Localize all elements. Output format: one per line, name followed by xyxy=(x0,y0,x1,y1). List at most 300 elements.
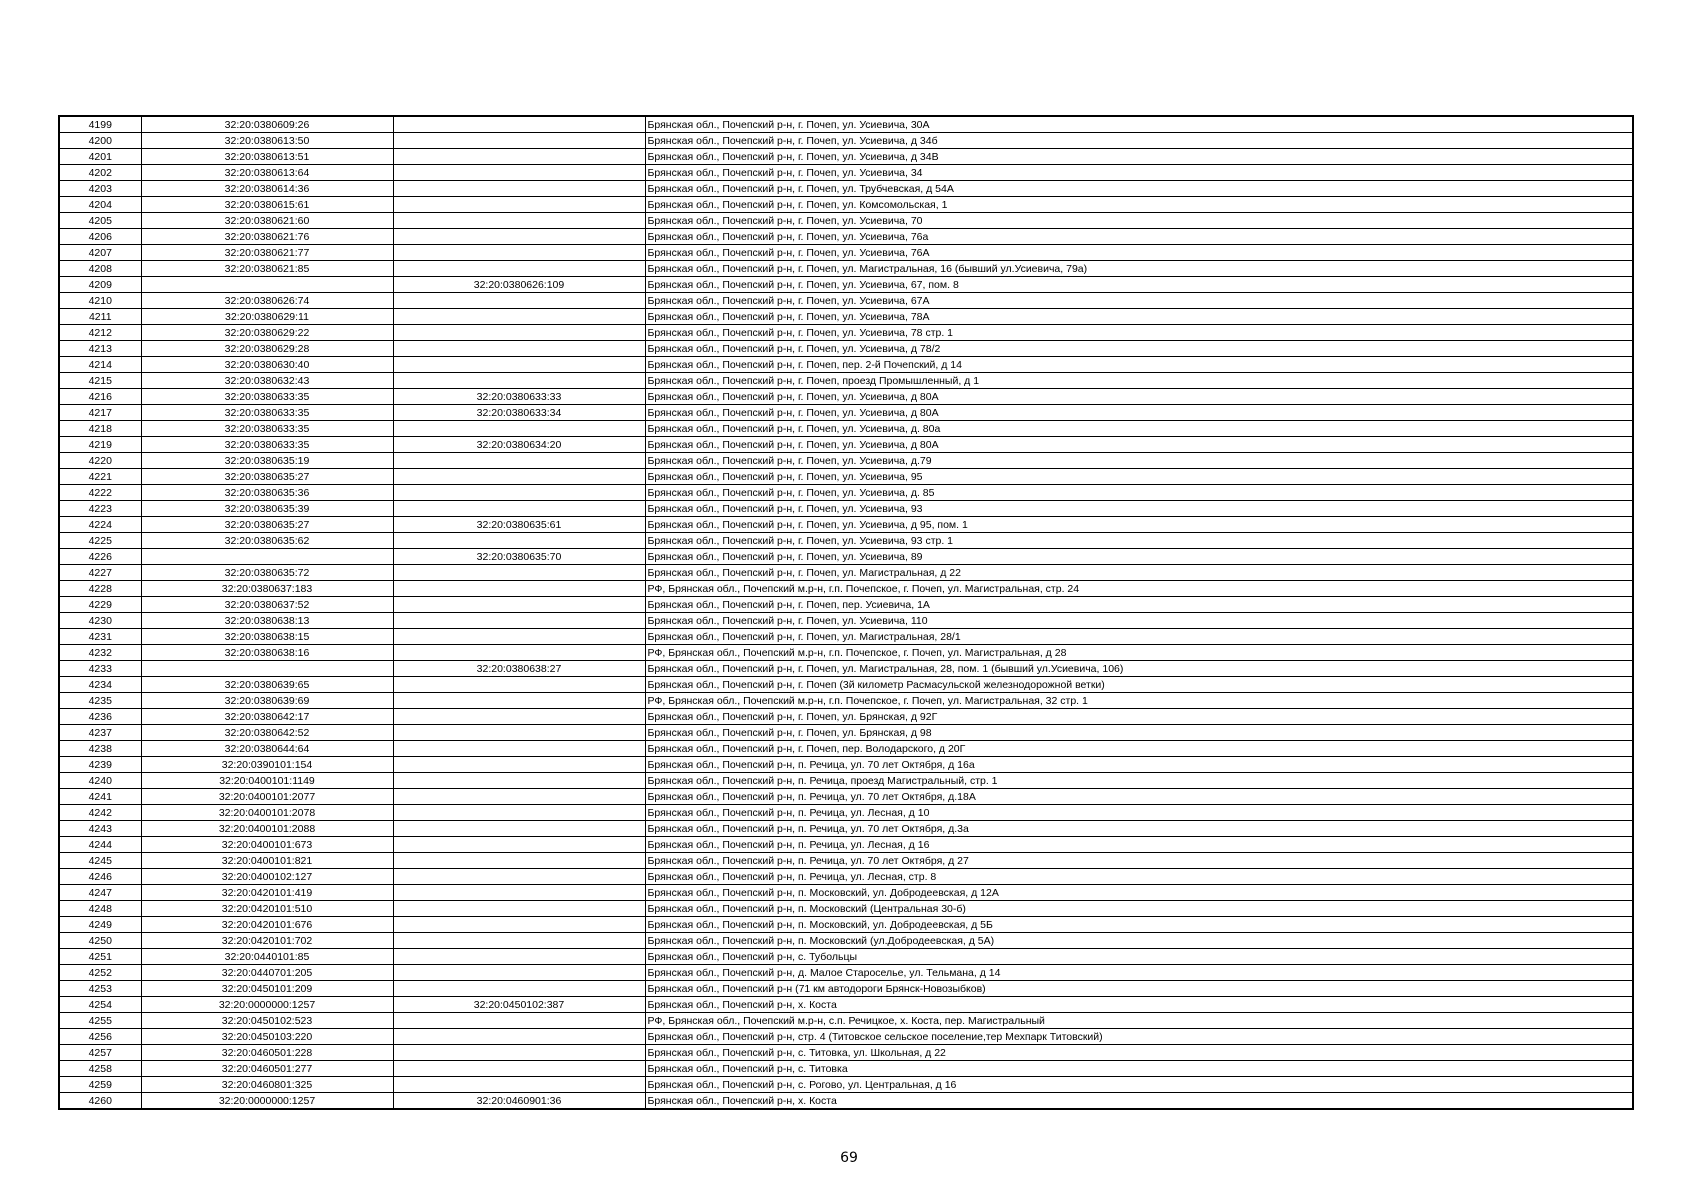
cadastral-number-cell: 32:20:0380638:13 xyxy=(141,613,393,629)
address-cell: Брянская обл., Почепский р-н, г. Почеп, ул. Усиевича, 30А xyxy=(645,116,1633,133)
address-cell: Брянская обл., Почепский р-н, г. Почеп, ул. Усиевича, д 95, пом. 1 xyxy=(645,517,1633,533)
row-number-cell: 4200 xyxy=(59,133,141,149)
table-row xyxy=(59,149,1633,165)
row-number-cell: 4226 xyxy=(59,549,141,565)
cadastral-number-cell: 32:20:0420101:510 xyxy=(141,901,393,917)
address-cell: Брянская обл., Почепский р-н, г. Почеп, ул. Магистральная, 28, пом. 1 (бывший ул.Усиевича, 106) xyxy=(645,661,1633,677)
row-number-cell: 4239 xyxy=(59,757,141,773)
row-number-cell: 4234 xyxy=(59,677,141,693)
table-row xyxy=(59,437,1633,453)
row-number-cell: 4210 xyxy=(59,293,141,309)
cadastral-number-cell: 32:20:0460501:277 xyxy=(141,1061,393,1077)
row-number-cell: 4237 xyxy=(59,725,141,741)
row-number-cell: 4250 xyxy=(59,933,141,949)
address-cell: Брянская обл., Почепский р-н, г. Почеп, ул. Усиевича, 76а xyxy=(645,229,1633,245)
cadastral-number-cell: 32:20:0380621:77 xyxy=(141,245,393,261)
related-cadastral-number-cell: 32:20:0380633:34 xyxy=(393,405,645,421)
cadastral-number-cell: 32:20:0380644:64 xyxy=(141,741,393,757)
table-row xyxy=(59,997,1633,1013)
table-row xyxy=(59,1013,1633,1029)
related-cadastral-number-cell xyxy=(393,501,645,517)
address-cell: Брянская обл., Почепский р-н, с. Тубольцы xyxy=(645,949,1633,965)
table-row xyxy=(59,1029,1633,1045)
address-cell: РФ, Брянская обл., Почепский м.р-н, с.п. Речицкое, х. Коста, пер. Магистральный xyxy=(645,1013,1633,1029)
address-cell: Брянская обл., Почепский р-н, г. Почеп, ул. Магистральная, д 22 xyxy=(645,565,1633,581)
related-cadastral-number-cell xyxy=(393,885,645,901)
cadastral-number-cell: 32:20:0390101:154 xyxy=(141,757,393,773)
row-number-cell: 4223 xyxy=(59,501,141,517)
row-number-cell: 4205 xyxy=(59,213,141,229)
related-cadastral-number-cell xyxy=(393,309,645,325)
registry-table-container xyxy=(58,115,1632,1122)
related-cadastral-number-cell: 32:20:0380626:109 xyxy=(393,277,645,293)
cadastral-number-cell: 32:20:0460801:325 xyxy=(141,1077,393,1093)
cadastral-number-cell: 32:20:0000000:1257 xyxy=(141,1093,393,1110)
cadastral-number-cell: 32:20:0380629:28 xyxy=(141,341,393,357)
row-number-cell: 4253 xyxy=(59,981,141,997)
address-cell: Брянская обл., Почепский р-н, д. Малое Староселье, ул. Тельмана, д 14 xyxy=(645,965,1633,981)
related-cadastral-number-cell xyxy=(393,565,645,581)
related-cadastral-number-cell xyxy=(393,149,645,165)
address-cell: Брянская обл., Почепский р-н, г. Почеп, ул. Усиевича, д 34В xyxy=(645,149,1633,165)
cadastral-number-cell: 32:20:0400101:2088 xyxy=(141,821,393,837)
address-cell: Брянская обл., Почепский р-н, стр. 4 (Титовское сельское поселение,тер Мехпарк Титовский) xyxy=(645,1029,1633,1045)
cadastral-number-cell: 32:20:0400101:673 xyxy=(141,837,393,853)
address-cell: Брянская обл., Почепский р-н, г. Почеп, ул. Усиевича, 93 xyxy=(645,501,1633,517)
address-cell: Брянская обл., Почепский р-н, п. Московский (Центральная 30-б) xyxy=(645,901,1633,917)
address-cell: Брянская обл., Почепский р-н, п. Речица, ул. 70 лет Октября, д.18А xyxy=(645,789,1633,805)
row-number-cell: 4258 xyxy=(59,1061,141,1077)
row-number-cell: 4254 xyxy=(59,997,141,1013)
row-number-cell: 4214 xyxy=(59,357,141,373)
cadastral-number-cell: 32:20:0380633:35 xyxy=(141,437,393,453)
cadastral-number-cell xyxy=(141,549,393,565)
registry-table-body xyxy=(59,116,1633,1109)
row-number-cell: 4242 xyxy=(59,805,141,821)
row-number-cell: 4221 xyxy=(59,469,141,485)
related-cadastral-number-cell xyxy=(393,789,645,805)
cadastral-number-cell: 32:20:0380635:62 xyxy=(141,533,393,549)
related-cadastral-number-cell xyxy=(393,181,645,197)
related-cadastral-number-cell xyxy=(393,805,645,821)
row-number-cell: 4211 xyxy=(59,309,141,325)
table-row xyxy=(59,773,1633,789)
cadastral-number-cell xyxy=(141,661,393,677)
related-cadastral-number-cell xyxy=(393,613,645,629)
address-cell: РФ, Брянская обл., Почепский м.р-н, г.п. Почепское, г. Почеп, ул. Магистральная, стр. 24 xyxy=(645,581,1633,597)
address-cell: Брянская обл., Почепский р-н, г. Почеп, ул. Брянская, д 92Г xyxy=(645,709,1633,725)
address-cell: Брянская обл., Почепский р-н, г. Почеп, ул. Усиевича, д 78/2 xyxy=(645,341,1633,357)
page-number: 69 xyxy=(840,1150,858,1166)
related-cadastral-number-cell xyxy=(393,709,645,725)
table-row xyxy=(59,581,1633,597)
cadastral-number-cell: 32:20:0380621:76 xyxy=(141,229,393,245)
row-number-cell: 4244 xyxy=(59,837,141,853)
address-cell: Брянская обл., Почепский р-н, г. Почеп, ул. Усиевича, д. 80а xyxy=(645,421,1633,437)
row-number-cell: 4236 xyxy=(59,709,141,725)
row-number-cell: 4199 xyxy=(59,116,141,133)
row-number-cell: 4257 xyxy=(59,1045,141,1061)
related-cadastral-number-cell xyxy=(393,453,645,469)
table-row xyxy=(59,1061,1633,1077)
table-row xyxy=(59,245,1633,261)
address-cell: Брянская обл., Почепский р-н, с. Рогово, ул. Центральная, д 16 xyxy=(645,1077,1633,1093)
table-row xyxy=(59,197,1633,213)
table-row xyxy=(59,213,1633,229)
cadastral-number-cell: 32:20:0380635:27 xyxy=(141,517,393,533)
related-cadastral-number-cell xyxy=(393,1029,645,1045)
address-cell: Брянская обл., Почепский р-н, г. Почеп, проезд Промышленный, д 1 xyxy=(645,373,1633,389)
table-row xyxy=(59,421,1633,437)
address-cell: Брянская обл., Почепский р-н, п. Речица, ул. Лесная, стр. 8 xyxy=(645,869,1633,885)
row-number-cell: 4217 xyxy=(59,405,141,421)
related-cadastral-number-cell xyxy=(393,965,645,981)
cadastral-number-cell: 32:20:0380633:35 xyxy=(141,389,393,405)
table-row xyxy=(59,565,1633,581)
address-cell: Брянская обл., Почепский р-н, п. Московский, ул. Добродеевская, д 12А xyxy=(645,885,1633,901)
related-cadastral-number-cell xyxy=(393,837,645,853)
table-row xyxy=(59,1093,1633,1110)
row-number-cell: 4204 xyxy=(59,197,141,213)
cadastral-number-cell: 32:20:0450101:209 xyxy=(141,981,393,997)
related-cadastral-number-cell xyxy=(393,869,645,885)
related-cadastral-number-cell xyxy=(393,1045,645,1061)
row-number-cell: 4251 xyxy=(59,949,141,965)
table-row xyxy=(59,757,1633,773)
row-number-cell: 4209 xyxy=(59,277,141,293)
address-cell: Брянская обл., Почепский р-н, г. Почеп, пер. Володарского, д 20Г xyxy=(645,741,1633,757)
table-row xyxy=(59,725,1633,741)
cadastral-number-cell: 32:20:0380633:35 xyxy=(141,405,393,421)
row-number-cell: 4249 xyxy=(59,917,141,933)
address-cell: Брянская обл., Почепский р-н, г. Почеп, ул. Усиевича, 34 xyxy=(645,165,1633,181)
row-number-cell: 4216 xyxy=(59,389,141,405)
cadastral-number-cell: 32:20:0380632:43 xyxy=(141,373,393,389)
row-number-cell: 4231 xyxy=(59,629,141,645)
row-number-cell: 4222 xyxy=(59,485,141,501)
address-cell: Брянская обл., Почепский р-н, г. Почеп, ул. Усиевича, 67, пом. 8 xyxy=(645,277,1633,293)
row-number-cell: 4246 xyxy=(59,869,141,885)
table-row xyxy=(59,629,1633,645)
table-row xyxy=(59,821,1633,837)
cadastral-number-cell: 32:20:0450103:220 xyxy=(141,1029,393,1045)
table-row xyxy=(59,549,1633,565)
cadastral-number-cell: 32:20:0380626:74 xyxy=(141,293,393,309)
table-row xyxy=(59,341,1633,357)
cadastral-number-cell: 32:20:0420101:419 xyxy=(141,885,393,901)
address-cell: Брянская обл., Почепский р-н (71 км автодороги Брянск-Новозыбков) xyxy=(645,981,1633,997)
related-cadastral-number-cell xyxy=(393,645,645,661)
table-row xyxy=(59,837,1633,853)
table-row xyxy=(59,693,1633,709)
cadastral-number-cell: 32:20:0440701:205 xyxy=(141,965,393,981)
cadastral-number-cell: 32:20:0380635:72 xyxy=(141,565,393,581)
cadastral-number-cell: 32:20:0450102:523 xyxy=(141,1013,393,1029)
table-row xyxy=(59,981,1633,997)
related-cadastral-number-cell xyxy=(393,197,645,213)
cadastral-number-cell: 32:20:0380639:65 xyxy=(141,677,393,693)
table-row xyxy=(59,325,1633,341)
cadastral-number-cell: 32:20:0420101:676 xyxy=(141,917,393,933)
address-cell: Брянская обл., Почепский р-н, г. Почеп, пер. 2-й Почепский, д 14 xyxy=(645,357,1633,373)
cadastral-number-cell: 32:20:0400101:1149 xyxy=(141,773,393,789)
row-number-cell: 4220 xyxy=(59,453,141,469)
related-cadastral-number-cell xyxy=(393,533,645,549)
address-cell: Брянская обл., Почепский р-н, х. Коста xyxy=(645,1093,1633,1110)
related-cadastral-number-cell xyxy=(393,485,645,501)
address-cell: Брянская обл., Почепский р-н, г. Почеп, ул. Усиевича, 76А xyxy=(645,245,1633,261)
related-cadastral-number-cell xyxy=(393,933,645,949)
related-cadastral-number-cell xyxy=(393,325,645,341)
table-row xyxy=(59,133,1633,149)
table-row xyxy=(59,677,1633,693)
cadastral-number-cell: 32:20:0380637:52 xyxy=(141,597,393,613)
address-cell: Брянская обл., Почепский р-н, г. Почеп, ул. Усиевича, д 80А xyxy=(645,405,1633,421)
related-cadastral-number-cell xyxy=(393,261,645,277)
row-number-cell: 4206 xyxy=(59,229,141,245)
cadastral-number-cell: 32:20:0000000:1257 xyxy=(141,997,393,1013)
cadastral-number-cell: 32:20:0380635:39 xyxy=(141,501,393,517)
related-cadastral-number-cell xyxy=(393,116,645,133)
row-number-cell: 4219 xyxy=(59,437,141,453)
table-row xyxy=(59,661,1633,677)
table-row xyxy=(59,901,1633,917)
row-number-cell: 4218 xyxy=(59,421,141,437)
table-row xyxy=(59,597,1633,613)
cadastral-number-cell: 32:20:0380633:35 xyxy=(141,421,393,437)
row-number-cell: 4255 xyxy=(59,1013,141,1029)
related-cadastral-number-cell xyxy=(393,293,645,309)
table-row xyxy=(59,261,1633,277)
address-cell: Брянская обл., Почепский р-н, г. Почеп, ул. Усиевича, д 34б xyxy=(645,133,1633,149)
table-row xyxy=(59,533,1633,549)
table-row xyxy=(59,165,1633,181)
address-cell: Брянская обл., Почепский р-н, г. Почеп, пер. Усиевича, 1А xyxy=(645,597,1633,613)
table-row xyxy=(59,853,1633,869)
row-number-cell: 4212 xyxy=(59,325,141,341)
address-cell: Брянская обл., Почепский р-н, п. Речица, ул. 70 лет Октября, д 16а xyxy=(645,757,1633,773)
cadastral-number-cell: 32:20:0400102:127 xyxy=(141,869,393,885)
cadastral-number-cell: 32:20:0380609:26 xyxy=(141,116,393,133)
cadastral-number-cell: 32:20:0380638:15 xyxy=(141,629,393,645)
address-cell: Брянская обл., Почепский р-н, г. Почеп, ул. Усиевича, 89 xyxy=(645,549,1633,565)
address-cell: Брянская обл., Почепский р-н, с. Титовка, ул. Школьная, д 22 xyxy=(645,1045,1633,1061)
cadastral-number-cell xyxy=(141,277,393,293)
cadastral-number-cell: 32:20:0380639:69 xyxy=(141,693,393,709)
cadastral-number-cell: 32:20:0380614:36 xyxy=(141,181,393,197)
row-number-cell: 4245 xyxy=(59,853,141,869)
row-number-cell: 4228 xyxy=(59,581,141,597)
cadastral-number-cell: 32:20:0400101:2077 xyxy=(141,789,393,805)
table-row xyxy=(59,309,1633,325)
address-cell: Брянская обл., Почепский р-н, г. Почеп, ул. Усиевича, 67А xyxy=(645,293,1633,309)
related-cadastral-number-cell xyxy=(393,629,645,645)
related-cadastral-number-cell xyxy=(393,1077,645,1093)
table-row xyxy=(59,389,1633,405)
related-cadastral-number-cell xyxy=(393,677,645,693)
related-cadastral-number-cell xyxy=(393,821,645,837)
table-row xyxy=(59,373,1633,389)
table-row xyxy=(59,469,1633,485)
row-number-cell: 4225 xyxy=(59,533,141,549)
related-cadastral-number-cell xyxy=(393,213,645,229)
address-cell: Брянская обл., Почепский р-н, г. Почеп, ул. Усиевича, 93 стр. 1 xyxy=(645,533,1633,549)
row-number-cell: 4229 xyxy=(59,597,141,613)
table-row xyxy=(59,181,1633,197)
row-number-cell: 4227 xyxy=(59,565,141,581)
related-cadastral-number-cell xyxy=(393,741,645,757)
address-cell: Брянская обл., Почепский р-н, п. Московский, ул. Добродеевская, д 5Б xyxy=(645,917,1633,933)
table-row xyxy=(59,485,1633,501)
related-cadastral-number-cell xyxy=(393,245,645,261)
table-row xyxy=(59,885,1633,901)
table-row xyxy=(59,789,1633,805)
row-number-cell: 4259 xyxy=(59,1077,141,1093)
address-cell: Брянская обл., Почепский р-н, п. Речица, ул. 70 лет Октября, д.3а xyxy=(645,821,1633,837)
cadastral-number-cell: 32:20:0460501:228 xyxy=(141,1045,393,1061)
row-number-cell: 4247 xyxy=(59,885,141,901)
cadastral-number-cell: 32:20:0380613:64 xyxy=(141,165,393,181)
related-cadastral-number-cell: 32:20:0380633:33 xyxy=(393,389,645,405)
related-cadastral-number-cell xyxy=(393,373,645,389)
table-row xyxy=(59,741,1633,757)
table-row xyxy=(59,709,1633,725)
related-cadastral-number-cell xyxy=(393,597,645,613)
address-cell: Брянская обл., Почепский р-н, г. Почеп, ул. Комсомольская, 1 xyxy=(645,197,1633,213)
row-number-cell: 4243 xyxy=(59,821,141,837)
related-cadastral-number-cell xyxy=(393,901,645,917)
table-row xyxy=(59,277,1633,293)
row-number-cell: 4213 xyxy=(59,341,141,357)
row-number-cell: 4207 xyxy=(59,245,141,261)
table-row xyxy=(59,357,1633,373)
table-row xyxy=(59,645,1633,661)
related-cadastral-number-cell xyxy=(393,341,645,357)
table-row xyxy=(59,1077,1633,1093)
address-cell: Брянская обл., Почепский р-н, г. Почеп, ул. Усиевича, 78 стр. 1 xyxy=(645,325,1633,341)
row-number-cell: 4233 xyxy=(59,661,141,677)
row-number-cell: 4238 xyxy=(59,741,141,757)
address-cell: Брянская обл., Почепский р-н, п. Речица, проезд Магистральный, стр. 1 xyxy=(645,773,1633,789)
address-cell: Брянская обл., Почепский р-н, с. Титовка xyxy=(645,1061,1633,1077)
table-row xyxy=(59,613,1633,629)
row-number-cell: 4252 xyxy=(59,965,141,981)
row-number-cell: 4256 xyxy=(59,1029,141,1045)
related-cadastral-number-cell xyxy=(393,757,645,773)
related-cadastral-number-cell xyxy=(393,725,645,741)
table-row xyxy=(59,869,1633,885)
table-row xyxy=(59,1045,1633,1061)
table-row xyxy=(59,933,1633,949)
address-cell: Брянская обл., Почепский р-н, г. Почеп, ул. Усиевича, 110 xyxy=(645,613,1633,629)
row-number-cell: 4235 xyxy=(59,693,141,709)
address-cell: Брянская обл., Почепский р-н, г. Почеп, ул. Магистральная, 16 (бывший ул.Усиевича, 79а) xyxy=(645,261,1633,277)
address-cell: РФ, Брянская обл., Почепский м.р-н, г.п. Почепское, г. Почеп, ул. Магистральная, д 28 xyxy=(645,645,1633,661)
related-cadastral-number-cell xyxy=(393,421,645,437)
row-number-cell: 4240 xyxy=(59,773,141,789)
related-cadastral-number-cell: 32:20:0460901:36 xyxy=(393,1093,645,1110)
address-cell: Брянская обл., Почепский р-н, г. Почеп, ул. Усиевича, 95 xyxy=(645,469,1633,485)
row-number-cell: 4232 xyxy=(59,645,141,661)
address-cell: Брянская обл., Почепский р-н, п. Речица, ул. 70 лет Октября, д 27 xyxy=(645,853,1633,869)
related-cadastral-number-cell: 32:20:0380635:70 xyxy=(393,549,645,565)
address-cell: Брянская обл., Почепский р-н, г. Почеп, ул. Усиевича, 78А xyxy=(645,309,1633,325)
cadastral-number-cell: 32:20:0380642:17 xyxy=(141,709,393,725)
cadastral-number-cell: 32:20:0400101:821 xyxy=(141,853,393,869)
address-cell: Брянская обл., Почепский р-н, г. Почеп, ул. Усиевича, д. 85 xyxy=(645,485,1633,501)
table-row xyxy=(59,501,1633,517)
table-row xyxy=(59,917,1633,933)
row-number-cell: 4241 xyxy=(59,789,141,805)
address-cell: Брянская обл., Почепский р-н, п. Московский (ул.Добродеевская, д 5А) xyxy=(645,933,1633,949)
related-cadastral-number-cell xyxy=(393,853,645,869)
cadastral-number-cell: 32:20:0380637:183 xyxy=(141,581,393,597)
table-row xyxy=(59,229,1633,245)
cadastral-number-cell: 32:20:0380615:61 xyxy=(141,197,393,213)
related-cadastral-number-cell xyxy=(393,357,645,373)
table-row xyxy=(59,517,1633,533)
cadastral-number-cell: 32:20:0380621:85 xyxy=(141,261,393,277)
row-number-cell: 4230 xyxy=(59,613,141,629)
related-cadastral-number-cell xyxy=(393,949,645,965)
row-number-cell: 4260 xyxy=(59,1093,141,1110)
address-cell: РФ, Брянская обл., Почепский м.р-н, г.п. Почепское, г. Почеп, ул. Магистральная, 32 стр. 1 xyxy=(645,693,1633,709)
related-cadastral-number-cell: 32:20:0380635:61 xyxy=(393,517,645,533)
related-cadastral-number-cell xyxy=(393,693,645,709)
row-number-cell: 4201 xyxy=(59,149,141,165)
address-cell: Брянская обл., Почепский р-н, г. Почеп, ул. Трубчевская, д 54А xyxy=(645,181,1633,197)
related-cadastral-number-cell xyxy=(393,581,645,597)
table-row xyxy=(59,116,1633,133)
cadastral-number-cell: 32:20:0380629:22 xyxy=(141,325,393,341)
registry-table xyxy=(58,115,1634,1110)
address-cell: Брянская обл., Почепский р-н, г. Почеп (3й километр Расмасульской железнодорожной ветки) xyxy=(645,677,1633,693)
address-cell: Брянская обл., Почепский р-н, х. Коста xyxy=(645,997,1633,1013)
row-number-cell: 4202 xyxy=(59,165,141,181)
related-cadastral-number-cell xyxy=(393,773,645,789)
related-cadastral-number-cell xyxy=(393,981,645,997)
cadastral-number-cell: 32:20:0380642:52 xyxy=(141,725,393,741)
cadastral-number-cell: 32:20:0380635:27 xyxy=(141,469,393,485)
row-number-cell: 4248 xyxy=(59,901,141,917)
cadastral-number-cell: 32:20:0380638:16 xyxy=(141,645,393,661)
address-cell: Брянская обл., Почепский р-н, г. Почеп, ул. Усиевича, д 80А xyxy=(645,437,1633,453)
cadastral-number-cell: 32:20:0380621:60 xyxy=(141,213,393,229)
address-cell: Брянская обл., Почепский р-н, п. Речица, ул. Лесная, д 10 xyxy=(645,805,1633,821)
address-cell: Брянская обл., Почепский р-н, г. Почеп, ул. Усиевича, д.79 xyxy=(645,453,1633,469)
table-row xyxy=(59,293,1633,309)
related-cadastral-number-cell xyxy=(393,469,645,485)
table-row xyxy=(59,405,1633,421)
related-cadastral-number-cell xyxy=(393,229,645,245)
row-number-cell: 4224 xyxy=(59,517,141,533)
cadastral-number-cell: 32:20:0400101:2078 xyxy=(141,805,393,821)
address-cell: Брянская обл., Почепский р-н, г. Почеп, ул. Магистральная, 28/1 xyxy=(645,629,1633,645)
table-row xyxy=(59,805,1633,821)
address-cell: Брянская обл., Почепский р-н, г. Почеп, ул. Брянская, д 98 xyxy=(645,725,1633,741)
related-cadastral-number-cell xyxy=(393,165,645,181)
row-number-cell: 4208 xyxy=(59,261,141,277)
cadastral-number-cell: 32:20:0420101:702 xyxy=(141,933,393,949)
address-cell: Брянская обл., Почепский р-н, г. Почеп, ул. Усиевича, 70 xyxy=(645,213,1633,229)
cadastral-number-cell: 32:20:0380629:11 xyxy=(141,309,393,325)
table-row xyxy=(59,949,1633,965)
table-row xyxy=(59,965,1633,981)
cadastral-number-cell: 32:20:0380635:36 xyxy=(141,485,393,501)
related-cadastral-number-cell xyxy=(393,1061,645,1077)
cadastral-number-cell: 32:20:0380613:51 xyxy=(141,149,393,165)
address-cell: Брянская обл., Почепский р-н, г. Почеп, ул. Усиевича, д 80А xyxy=(645,389,1633,405)
